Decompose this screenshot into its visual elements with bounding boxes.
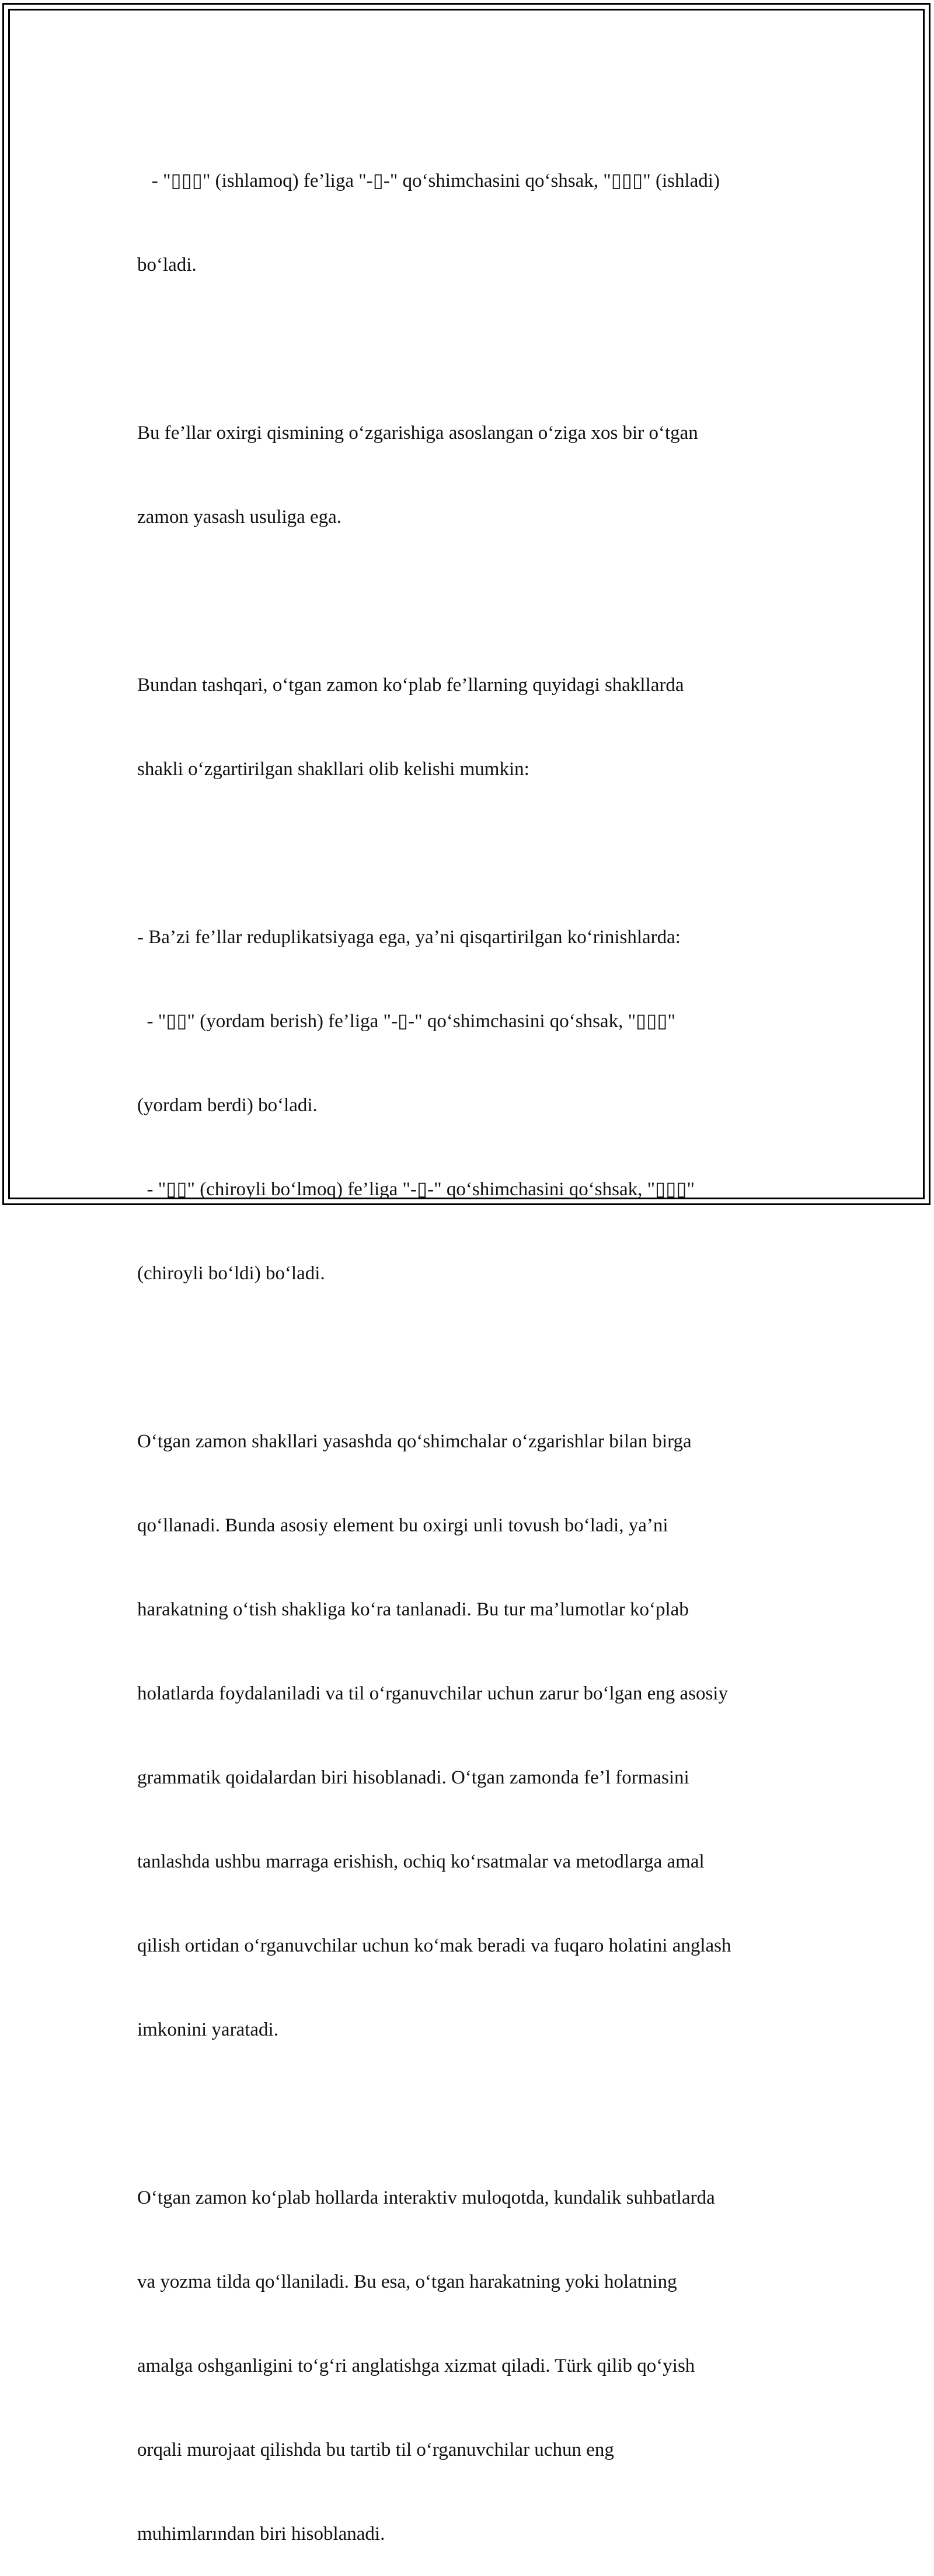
text-line: tanlashda ushbu marraga erishish, ochiq ko‘rsatmalar va metodlarga amal <box>137 1851 705 1872</box>
text-line: va yozma tilda qo‘llaniladi. Bu esa, o‘tgan harakatning yoki holatning <box>137 2271 677 2292</box>
text-line: Bu fe’llar oxirgi qismining o‘zgarishiga asoslangan o‘ziga xos bir o‘tgan <box>137 423 698 444</box>
text-line: (yordam berdi) bo‘ladi. <box>137 1095 318 1116</box>
document-body <box>137 111 803 2576</box>
text-line: shakli o‘zgartirilgan shakllari olib kelishi mumkin: <box>137 759 529 780</box>
text-line: orqali murojaat qilishda bu tartib til o‘rganuvchilar uchun eng <box>137 2439 614 2460</box>
text-line: - "▯▯▯" (ishlamoq) fe’liga "-▯-" qo‘shimchasini qo‘shsak, "▯▯▯" (ishladi) <box>137 170 720 191</box>
text-line: bo‘ladi. <box>137 254 197 275</box>
sub-list-item: - "▯▯" (chiroyli bo‘lmoq) fe’liga "-▯-" qo‘shimchasini qo‘shsak, "▯▯▯" <box>137 1179 695 1200</box>
text-line: harakatning o‘tish shakliga ko‘ra tanlanadi. Bu tur ma’lumotlar ko‘plab <box>137 1599 689 1620</box>
text-line: O‘tgan zamon shakllari yasashda qo‘shimchalar o‘zgarishlar bilan birga <box>137 1431 692 1452</box>
text-line: qo‘llanadi. Bunda asosiy element bu oxirgi unli tovush bo‘ladi, ya’ni <box>137 1515 668 1536</box>
text-line: Bundan tashqari, o‘tgan zamon ko‘plab fe’llarning quyidagi shakllarda <box>137 675 684 696</box>
blank-line <box>137 335 803 363</box>
text-line: imkonini yaratadi. <box>137 2019 278 2040</box>
sub-list-item: - "▯▯" (yordam berish) fe’liga "-▯-" qo‘shimchasini qo‘shsak, "▯▯▯" <box>137 1011 676 1032</box>
blank-line <box>137 587 803 615</box>
text-line: (chiroyli bo‘ldi) bo‘ladi. <box>137 1263 325 1284</box>
text-line: holatlarda foydalaniladi va til o‘rganuvchilar uchun zarur bo‘lgan eng asosiy <box>137 1683 728 1704</box>
blank-line <box>137 2100 803 2128</box>
blank-line <box>137 839 803 867</box>
text-line: grammatik qoidalardan biri hisoblanadi. O‘tgan zamonda fe’l formasini <box>137 1767 689 1788</box>
text-line: muhimlarından biri hisoblanadi. <box>137 2523 385 2544</box>
blank-line <box>137 1343 803 1371</box>
list-item: - Ba’zi fe’llar reduplikatsiyaga ega, ya’ni qisqartirilgan ko‘rinishlarda: <box>137 927 681 948</box>
text-line: O‘tgan zamon ko‘plab hollarda interaktiv muloqotda, kundalik suhbatlarda <box>137 2187 715 2208</box>
text-line: amalga oshganligini to‘g‘ri anglatishga xizmat qiladi. Türk qilib qo‘yish <box>137 2355 695 2376</box>
text-line: zamon yasash usuliga ega. <box>137 507 342 528</box>
text-line: qilish ortidan o‘rganuvchilar uchun ko‘mak beradi va fuqaro holatini anglash <box>137 1935 731 1956</box>
